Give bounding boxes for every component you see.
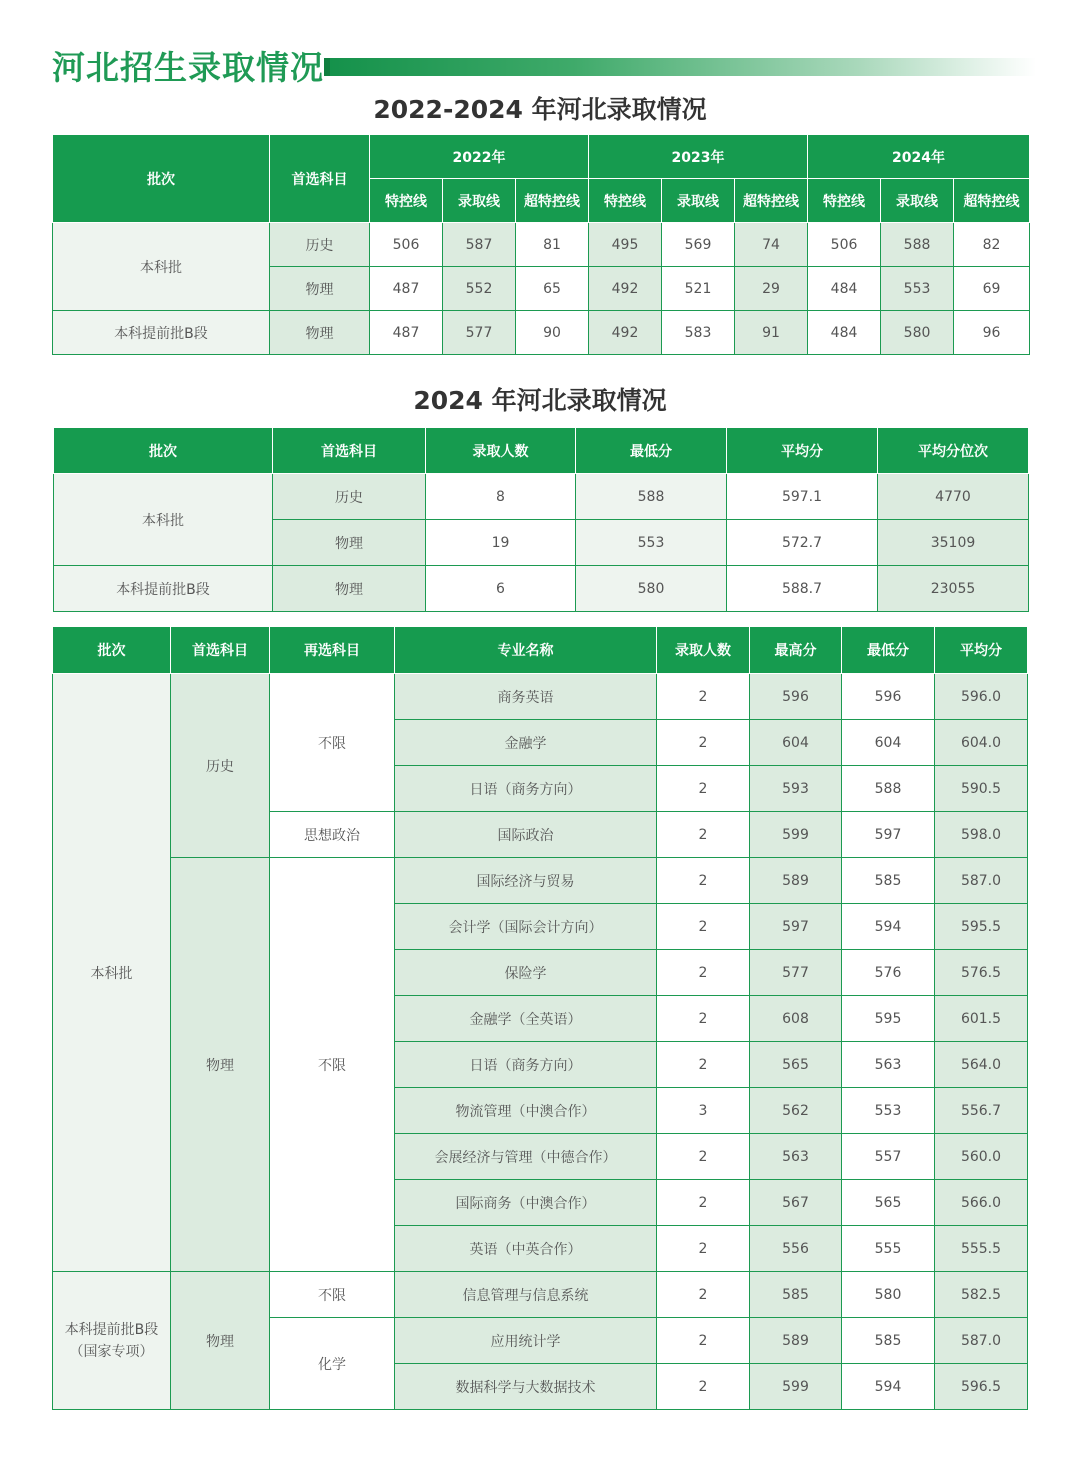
elective-cell: 不限 [270,858,395,1272]
avg-score-cell: 596.5 [935,1364,1028,1410]
count-cell: 2 [657,1318,750,1364]
page-title: 河北招生录取情况 [52,48,324,87]
header-batch: 批次 [53,627,171,674]
value-cell: 583 [662,311,735,355]
header-batch: 批次 [54,428,273,474]
avg-score-cell: 604.0 [935,720,1028,766]
avg-score-cell: 555.5 [935,1226,1028,1272]
avg-score-cell: 598.0 [935,812,1028,858]
header-year: 2024年 [808,135,1030,179]
major-cell: 应用统计学 [395,1318,657,1364]
avg-score-cell: 595.5 [935,904,1028,950]
first-subject-cell: 物理 [171,1272,270,1410]
max-score-cell: 597 [750,904,842,950]
value-cell: 74 [735,223,808,267]
count-cell: 2 [657,1134,750,1180]
max-score-cell: 585 [750,1272,842,1318]
header-avg-score: 平均分 [727,428,878,474]
first-subject-cell: 历史 [171,674,270,858]
count-cell: 2 [657,1364,750,1410]
max-score-cell: 563 [750,1134,842,1180]
min-score-cell: 604 [842,720,935,766]
count-cell: 2 [657,1042,750,1088]
value-cell: 90 [516,311,589,355]
major-cell: 日语（商务方向） [395,1042,657,1088]
avg-rank-cell: 4770 [878,474,1029,520]
table-row [53,223,1030,267]
avg-score-cell: 566.0 [935,1180,1028,1226]
major-cell: 国际政治 [395,812,657,858]
table-row [54,566,1029,612]
min-score-cell: 588 [576,474,727,520]
count-cell: 3 [657,1088,750,1134]
max-score-cell: 596 [750,674,842,720]
max-score-cell: 565 [750,1042,842,1088]
major-cell: 金融学 [395,720,657,766]
count-cell: 2 [657,1226,750,1272]
header-admission-line: 录取线 [443,179,516,223]
avg-score-cell: 560.0 [935,1134,1028,1180]
min-score-cell: 588 [842,766,935,812]
value-cell: 577 [443,311,516,355]
value-cell: 69 [954,267,1030,311]
min-score-cell: 580 [576,566,727,612]
value-cell: 487 [370,267,443,311]
first-subject-cell: 物理 [171,858,270,1272]
max-score-cell: 589 [750,1318,842,1364]
count-cell: 2 [657,766,750,812]
major-cell: 金融学（全英语） [395,996,657,1042]
batch-cell [53,1272,171,1410]
avg-score-cell: 576.5 [935,950,1028,996]
header-major: 专业名称 [395,627,657,674]
header-count: 录取人数 [426,428,576,474]
header-subject: 首选科目 [273,428,426,474]
value-cell: 91 [735,311,808,355]
header-min-score: 最低分 [576,428,727,474]
value-cell: 82 [954,223,1030,267]
header-special-line: 特控线 [808,179,881,223]
subject-cell: 历史 [270,223,370,267]
header-special-line: 特控线 [589,179,662,223]
batch-label: 本科提前批B段 [64,1321,159,1338]
max-score-cell: 604 [750,720,842,766]
value-cell: 587 [443,223,516,267]
avg-score-cell: 597.1 [727,474,878,520]
admission-2024-table [53,427,1029,612]
min-score-cell: 580 [842,1272,935,1318]
avg-score-cell: 564.0 [935,1042,1028,1088]
min-score-cell: 595 [842,996,935,1042]
header-above-special: 超特控线 [735,179,808,223]
avg-score-cell: 572.7 [727,520,878,566]
value-cell: 484 [808,311,881,355]
max-score-cell: 567 [750,1180,842,1226]
max-score-cell: 593 [750,766,842,812]
avg-score-cell: 556.7 [935,1088,1028,1134]
header-first-subject: 首选科目 [171,627,270,674]
elective-cell: 思想政治 [270,812,395,858]
avg-rank-cell: 23055 [878,566,1029,612]
avg-rank-cell: 35109 [878,520,1029,566]
value-cell: 65 [516,267,589,311]
batch-label-note: （国家专项） [69,1343,154,1360]
value-cell: 506 [370,223,443,267]
batch-cell: 本科批 [54,474,273,566]
major-cell: 国际经济与贸易 [395,858,657,904]
value-cell: 495 [589,223,662,267]
header-batch: 批次 [53,135,270,223]
min-score-cell: 594 [842,1364,935,1410]
avg-score-cell: 601.5 [935,996,1028,1042]
avg-score-cell: 588.7 [727,566,878,612]
subject-cell: 物理 [270,267,370,311]
major-cell: 会展经济与管理（中德合作） [395,1134,657,1180]
value-cell: 29 [735,267,808,311]
header-count: 录取人数 [657,627,750,674]
count-cell: 2 [657,1272,750,1318]
value-cell: 96 [954,311,1030,355]
header-admission-line: 录取线 [662,179,735,223]
max-score-cell: 589 [750,858,842,904]
header-special-line: 特控线 [370,179,443,223]
batch-cell: 本科批 [53,223,270,311]
value-cell: 492 [589,311,662,355]
value-cell: 487 [370,311,443,355]
max-score-cell: 608 [750,996,842,1042]
value-cell: 588 [881,223,954,267]
header-above-special: 超特控线 [954,179,1030,223]
table-row [53,311,1030,355]
header-subject: 首选科目 [270,135,370,223]
subject-cell: 物理 [273,520,426,566]
avg-score-cell: 590.5 [935,766,1028,812]
value-cell: 569 [662,223,735,267]
min-score-cell: 563 [842,1042,935,1088]
major-cell: 商务英语 [395,674,657,720]
value-cell: 552 [443,267,516,311]
min-score-cell: 576 [842,950,935,996]
batch-cell: 本科提前批B段 [54,566,273,612]
avg-score-cell: 596.0 [935,674,1028,720]
min-score-cell: 597 [842,812,935,858]
header-avg-rank: 平均分位次 [878,428,1029,474]
min-score-cell: 553 [842,1088,935,1134]
major-cell: 英语（中英合作） [395,1226,657,1272]
subject-cell: 物理 [270,311,370,355]
major-cell: 保险学 [395,950,657,996]
count-cell: 2 [657,950,750,996]
elective-cell: 不限 [270,674,395,812]
count-cell: 2 [657,996,750,1042]
value-cell: 484 [808,267,881,311]
count-cell: 2 [657,858,750,904]
max-score-cell: 599 [750,1364,842,1410]
table1-title: 2022-2024 年河北录取情况 [373,95,707,124]
table-row [53,674,1028,720]
major-cell: 信息管理与信息系统 [395,1272,657,1318]
header-above-special: 超特控线 [516,179,589,223]
min-score-cell: 557 [842,1134,935,1180]
avg-score-cell: 587.0 [935,1318,1028,1364]
header-year: 2023年 [589,135,808,179]
value-cell: 580 [881,311,954,355]
count-cell: 8 [426,474,576,520]
max-score-cell: 577 [750,950,842,996]
count-cell: 2 [657,904,750,950]
count-cell: 19 [426,520,576,566]
min-score-cell: 585 [842,1318,935,1364]
major-cell: 日语（商务方向） [395,766,657,812]
min-score-cell: 596 [842,674,935,720]
max-score-cell: 599 [750,812,842,858]
major-admission-table [52,626,1028,1410]
title-decoration-bar [324,58,1036,76]
min-score-cell: 553 [576,520,727,566]
elective-cell: 不限 [270,1272,395,1318]
avg-score-cell: 587.0 [935,858,1028,904]
table-row [53,1272,1028,1318]
min-score-cell: 555 [842,1226,935,1272]
count-cell: 6 [426,566,576,612]
avg-score-cell: 582.5 [935,1272,1028,1318]
header-elective: 再选科目 [270,627,395,674]
header-avg-score: 平均分 [935,627,1028,674]
value-cell: 506 [808,223,881,267]
subject-cell: 物理 [273,566,426,612]
min-score-cell: 585 [842,858,935,904]
batch-cell: 本科提前批B段 [53,311,270,355]
count-cell: 2 [657,812,750,858]
count-cell: 2 [657,1180,750,1226]
admission-history-table [52,134,1030,355]
header-year: 2022年 [370,135,589,179]
value-cell: 553 [881,267,954,311]
table-row [54,474,1029,520]
major-cell: 物流管理（中澳合作） [395,1088,657,1134]
subject-cell: 历史 [273,474,426,520]
table2-title: 2024 年河北录取情况 [413,386,667,415]
value-cell: 81 [516,223,589,267]
count-cell: 2 [657,720,750,766]
table-row [53,858,1028,904]
value-cell: 492 [589,267,662,311]
min-score-cell: 565 [842,1180,935,1226]
count-cell: 2 [657,674,750,720]
major-cell: 会计学（国际会计方向） [395,904,657,950]
min-score-cell: 594 [842,904,935,950]
header-min-score: 最低分 [842,627,935,674]
max-score-cell: 556 [750,1226,842,1272]
batch-cell: 本科批 [53,674,171,1272]
major-cell: 国际商务（中澳合作） [395,1180,657,1226]
value-cell: 521 [662,267,735,311]
major-cell: 数据科学与大数据技术 [395,1364,657,1410]
header-admission-line: 录取线 [881,179,954,223]
elective-cell: 化学 [270,1318,395,1410]
max-score-cell: 562 [750,1088,842,1134]
header-max-score: 最高分 [750,627,842,674]
